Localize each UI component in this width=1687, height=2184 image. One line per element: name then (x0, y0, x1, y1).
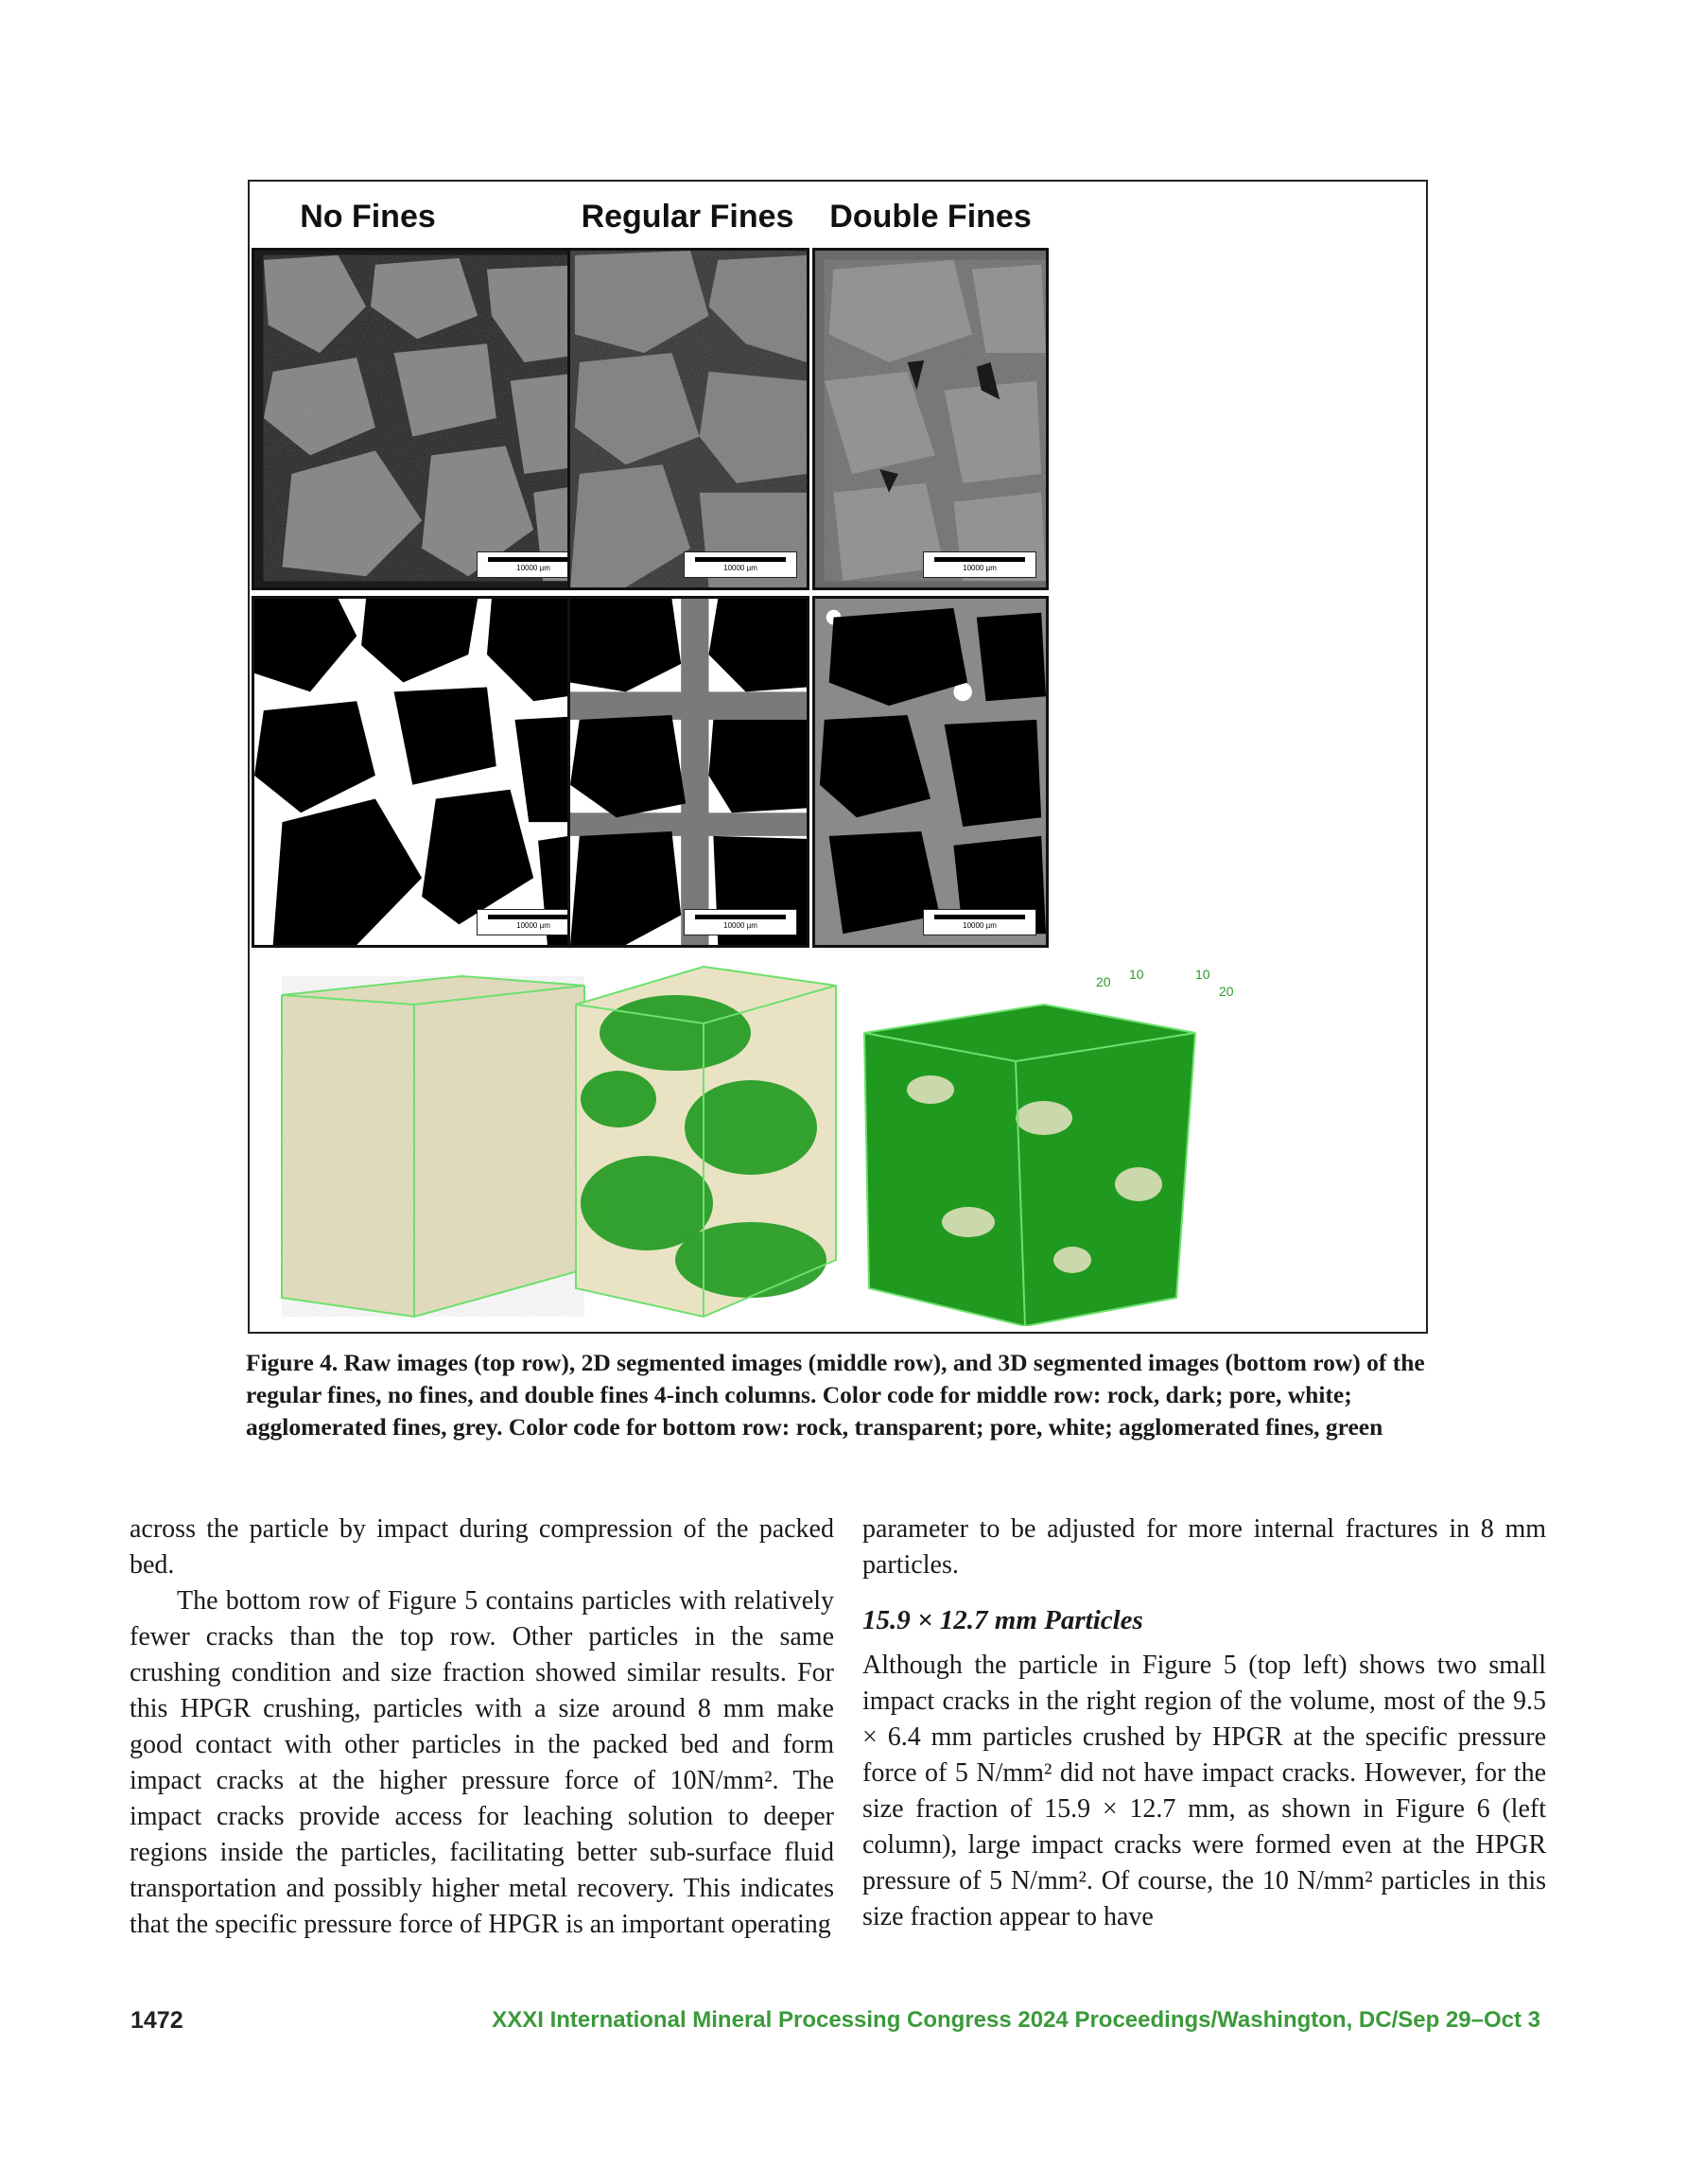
figure-caption: Figure 4. Raw images (top row), 2D segmented images (middle row), and 3D segmented images (bottom row) of the regular fines, no fines, and double fines 4-inch columns. Color code for middle row: rock, dark; pore, white; agglomerated fines, grey. Color code for bottom row: rock, transparent; pore, white; agglomerated fines, green (246, 1349, 1425, 1441)
raw-image-no-fines (252, 248, 602, 590)
raw-image-regular-fines (567, 248, 809, 590)
paragraph: Although the particle in Figure 5 (top left) shows two small impact cracks in the right region of the volume, most of the 9.5 × 6.4 mm particles crushed by HPGR at the specific pressure force of 5 N/mm² did not have impact cracks. However, for the size fraction of 15.9 × 12.7 mm, as shown in Figure 6 (left column), large impact cracks were formed even at the HPGR pressure of 5 N/mm². Of course, the 10 N/mm² particles in this size fraction appear to have (862, 1651, 1546, 1931)
raw-image-double-fines (812, 248, 1049, 590)
section-subheading: 15.9 × 12.7 mm Particles (862, 1605, 1143, 1635)
axis-number: 10 (1195, 967, 1210, 982)
segmented-3d-regular-fines (562, 957, 845, 1326)
column-header-regular-fines: Regular Fines (581, 199, 794, 235)
left-text-column (130, 1511, 834, 1943)
right-text-column (862, 1511, 1546, 1935)
axis-number: 20 (1219, 984, 1234, 999)
scale-bar: 10000 µm (477, 909, 590, 935)
scale-bar: 10000 µm (923, 909, 1036, 935)
axis-number: 10 (1129, 967, 1144, 982)
segmented-2d-double-fines (812, 596, 1049, 948)
scale-bar: 10000 µm (923, 551, 1036, 578)
page-number: 1472 (130, 2007, 183, 2034)
paragraph: The bottom row of Figure 5 contains particles with relatively fewer cracks than the top row. Other particles in the same crushing condition and size fraction showed similar results. For this HPGR crushing, particles with a size around 8 mm make good contact with other particles in the packed bed and form impact cracks at the higher pressure force of 10N/mm². The impact cracks provide access for leaching solution to deeper regions inside the particles, facilitating better sub-surface fluid transportation and possibly higher metal recovery. This indicates that the specific pressure force of HPGR is an important operating (130, 1586, 834, 1939)
paragraph: parameter to be adjusted for more internal fractures in 8 mm particles. (862, 1514, 1546, 1580)
paragraph: across the particle by impact during compression of the packed bed. (130, 1514, 834, 1580)
column-header-no-fines: No Fines (300, 199, 436, 235)
scale-bar: 10000 µm (684, 551, 797, 578)
column-header-double-fines: Double Fines (829, 199, 1032, 235)
figure-4 (248, 180, 1428, 1334)
axis-number: 20 (1096, 974, 1111, 989)
segmented-3d-double-fines (855, 976, 1205, 1326)
segmented-3d-no-fines (272, 957, 603, 1326)
segmented-2d-regular-fines (567, 596, 809, 948)
running-footer: XXXI International Mineral Processing Congress 2024 Proceedings/Washington, DC/Sep 29–Oct 3 (492, 2007, 1540, 2033)
scale-bar: 10000 µm (684, 909, 797, 935)
scale-bar: 10000 µm (477, 551, 590, 578)
segmented-2d-no-fines (252, 596, 602, 948)
